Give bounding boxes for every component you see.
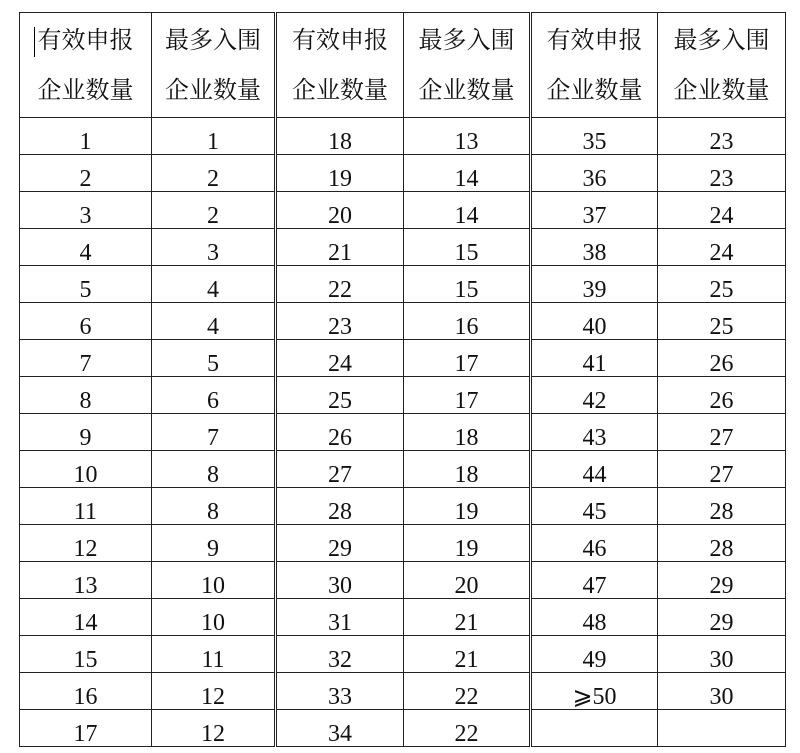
cell-value: 17	[73, 721, 98, 747]
cell-value: 24	[709, 203, 734, 229]
finalist-count-cell	[658, 414, 786, 451]
applicant-count-cell	[276, 636, 404, 673]
finalist-count-cell	[404, 673, 531, 710]
cell-value: 5	[79, 277, 92, 303]
cell-value: 36	[582, 166, 607, 192]
cell-value: 47	[582, 573, 607, 599]
cell-value: 10	[201, 610, 225, 636]
cell-value: 48	[582, 610, 607, 636]
quota-table-container	[19, 12, 785, 749]
cell-value: 3	[207, 240, 219, 266]
cell-value: 35	[582, 129, 607, 155]
applicant-count-cell	[531, 340, 658, 377]
cell-value: 21	[454, 647, 479, 673]
applicant-count-cell	[20, 525, 152, 562]
applicant-count-cell	[20, 562, 152, 599]
applicant-count-cell	[20, 673, 152, 710]
cell-value: 16	[454, 314, 479, 340]
finalist-count-cell	[404, 562, 531, 599]
finalist-count-cell	[152, 636, 276, 673]
finalist-count-cell	[404, 118, 531, 155]
cell-value: 29	[328, 536, 352, 562]
applicant-count-cell	[20, 340, 152, 377]
cell-value: 16	[73, 684, 98, 710]
finalist-count-cell	[404, 192, 531, 229]
cell-value: 18	[454, 425, 479, 451]
cell-value: 9	[79, 425, 92, 451]
cell-value: 28	[709, 536, 734, 562]
applicant-count-cell	[531, 155, 658, 192]
finalist-count-cell	[152, 155, 276, 192]
applicant-count-cell	[276, 377, 404, 414]
cell-value: 3	[79, 203, 92, 229]
cell-value: 17	[454, 388, 479, 414]
finalist-count-cell	[404, 303, 531, 340]
cell-value: 23	[709, 129, 734, 155]
table-row	[20, 599, 786, 636]
cell-value: 46	[582, 536, 607, 562]
applicant-count-cell	[531, 229, 658, 266]
finalist-count-cell	[404, 488, 531, 525]
cell-value: 27	[709, 425, 734, 451]
applicant-count-cell	[531, 599, 658, 636]
applicant-count-cell	[276, 229, 404, 266]
table-body	[20, 118, 786, 747]
applicant-count-cell	[20, 599, 152, 636]
applicant-count-cell	[276, 525, 404, 562]
header-applicants-1: 有效申报 企业数量	[20, 13, 152, 118]
applicant-count-cell	[531, 266, 658, 303]
cell-value: 30	[709, 647, 734, 673]
applicant-count-cell	[20, 155, 152, 192]
cell-value: 28	[709, 499, 734, 525]
finalist-count-cell	[152, 673, 276, 710]
cell-value: 26	[328, 425, 352, 451]
cell-value: 5	[207, 351, 219, 377]
finalist-count-cell	[658, 229, 786, 266]
cell-value: 17	[454, 351, 479, 377]
cell-value: 44	[582, 462, 607, 488]
applicant-count-cell	[20, 192, 152, 229]
applicant-count-cell	[20, 377, 152, 414]
cell-value: 6	[79, 314, 92, 340]
table-row	[20, 562, 786, 599]
finalist-count-cell	[152, 710, 276, 747]
cell-value: 39	[582, 277, 607, 303]
cell-value: 33	[328, 684, 352, 710]
cell-value: 4	[79, 240, 92, 266]
text-cursor	[34, 27, 35, 57]
finalist-count-cell	[404, 525, 531, 562]
finalist-count-cell	[658, 451, 786, 488]
applicant-count-cell	[20, 451, 152, 488]
cell-value: 41	[582, 351, 607, 377]
cell-value: 12	[201, 721, 225, 747]
finalist-count-cell	[152, 488, 276, 525]
cell-value: 23	[709, 166, 734, 192]
applicant-count-cell	[276, 118, 404, 155]
applicant-count-cell	[20, 303, 152, 340]
finalist-count-cell	[658, 155, 786, 192]
table-row	[20, 118, 786, 155]
finalist-count-cell	[152, 599, 276, 636]
table-row	[20, 636, 786, 673]
cell-value: 22	[328, 277, 352, 303]
cell-value: 19	[454, 536, 479, 562]
applicant-count-cell	[20, 710, 152, 747]
cell-value: 32	[328, 647, 352, 673]
applicant-count-cell	[276, 303, 404, 340]
cell-value: 14	[454, 166, 479, 192]
table-row	[20, 525, 786, 562]
finalist-count-cell	[658, 562, 786, 599]
table-row	[20, 488, 786, 525]
cell-value: 8	[207, 462, 219, 488]
applicant-count-cell	[531, 451, 658, 488]
cell-value: 26	[709, 351, 734, 377]
applicant-count-cell	[531, 488, 658, 525]
table-row	[20, 229, 786, 266]
cell-value: 34	[328, 721, 352, 747]
finalist-count-cell	[658, 710, 786, 747]
finalist-count-cell	[658, 636, 786, 673]
cell-value: 40	[582, 314, 607, 340]
applicant-count-cell	[276, 562, 404, 599]
finalist-count-cell	[152, 340, 276, 377]
finalist-count-cell	[152, 414, 276, 451]
cell-value: 13	[73, 573, 98, 599]
applicant-count-cell	[531, 303, 658, 340]
table-row	[20, 377, 786, 414]
table-row	[20, 192, 786, 229]
applicant-count-cell	[531, 636, 658, 673]
finalist-count-cell	[658, 340, 786, 377]
cell-value: 21	[328, 240, 352, 266]
cell-value: 12	[201, 684, 225, 710]
finalist-count-cell	[152, 229, 276, 266]
cell-value: 2	[79, 166, 92, 192]
cell-value: 4	[207, 314, 219, 340]
finalist-count-cell	[152, 525, 276, 562]
cell-value: 37	[582, 203, 607, 229]
applicant-count-cell	[276, 266, 404, 303]
finalist-count-cell	[152, 266, 276, 303]
cell-value: 42	[582, 388, 607, 414]
cell-value: 8	[79, 388, 92, 414]
applicant-count-cell	[20, 414, 152, 451]
header-applicants-3: 有效申报 企业数量	[531, 13, 658, 118]
applicant-count-cell	[531, 414, 658, 451]
applicant-count-cell	[531, 118, 658, 155]
finalist-count-cell	[658, 673, 786, 710]
header-row	[20, 13, 786, 118]
finalist-count-cell	[404, 266, 531, 303]
cell-value: 30	[328, 573, 352, 599]
finalist-count-cell	[658, 525, 786, 562]
cell-value: 10	[73, 462, 98, 488]
cell-value: 15	[454, 240, 479, 266]
finalist-count-cell	[152, 377, 276, 414]
cell-value: 27	[328, 462, 352, 488]
cell-value: 10	[201, 573, 225, 599]
applicant-count-cell	[276, 155, 404, 192]
applicant-count-cell	[531, 710, 658, 747]
applicant-count-cell	[276, 710, 404, 747]
applicant-count-cell	[276, 451, 404, 488]
cell-value: 11	[73, 499, 98, 525]
applicant-count-cell	[20, 118, 152, 155]
cell-value: 18	[328, 129, 352, 155]
finalist-count-cell	[404, 414, 531, 451]
finalist-count-cell	[404, 229, 531, 266]
table-row	[20, 710, 786, 747]
cell-value: 15	[73, 647, 98, 673]
header-finalists-3: 最多入围 企业数量	[658, 13, 786, 118]
finalist-count-cell	[152, 562, 276, 599]
cell-value: 4	[207, 277, 219, 303]
cell-value: 23	[328, 314, 352, 340]
table-row	[20, 303, 786, 340]
cell-value: 21	[454, 610, 479, 636]
cell-value: 38	[582, 240, 607, 266]
applicant-count-cell	[531, 192, 658, 229]
cell-value: 29	[709, 573, 734, 599]
cell-value: 11	[201, 647, 225, 673]
finalist-count-cell	[404, 340, 531, 377]
applicant-count-cell	[20, 266, 152, 303]
cell-value: 1	[207, 129, 219, 155]
applicant-count-cell	[276, 599, 404, 636]
applicant-count-cell	[20, 229, 152, 266]
finalist-count-cell	[152, 118, 276, 155]
finalist-count-cell	[404, 636, 531, 673]
cell-value: 24	[328, 351, 352, 377]
finalist-count-cell	[404, 377, 531, 414]
cell-value: 14	[454, 203, 479, 229]
applicant-count-cell	[276, 673, 404, 710]
applicant-count-cell	[531, 525, 658, 562]
applicant-count-cell	[531, 562, 658, 599]
cell-value: 15	[454, 277, 479, 303]
cell-value: 9	[207, 536, 219, 562]
cell-value: 25	[328, 388, 352, 414]
finalist-count-cell	[152, 192, 276, 229]
cell-value: 29	[709, 610, 734, 636]
cell-value: 20	[328, 203, 352, 229]
quota-table	[19, 12, 786, 747]
cell-value: 20	[454, 573, 479, 599]
cell-value: 7	[79, 351, 92, 377]
cell-value: 31	[328, 610, 352, 636]
applicant-count-cell	[276, 340, 404, 377]
cell-value: 8	[207, 499, 219, 525]
cell-value: 13	[454, 129, 479, 155]
applicant-count-cell	[20, 636, 152, 673]
cell-value: 1	[79, 129, 92, 155]
table-row	[20, 414, 786, 451]
header-finalists-2: 最多入围 企业数量	[404, 13, 531, 118]
cell-value: 22	[454, 684, 479, 710]
cell-value: 14	[73, 610, 98, 636]
cell-value: 49	[582, 647, 607, 673]
finalist-count-cell	[404, 599, 531, 636]
applicant-count-cell	[531, 377, 658, 414]
cell-value: 25	[709, 314, 734, 340]
finalist-count-cell	[658, 599, 786, 636]
header-applicants-2: 有效申报 企业数量	[276, 13, 404, 118]
cell-value: 2	[207, 203, 219, 229]
cell-value: 19	[454, 499, 479, 525]
applicant-count-cell	[531, 673, 658, 710]
cell-value: 43	[582, 425, 607, 451]
cell-value: 22	[454, 721, 479, 747]
applicant-count-cell	[276, 488, 404, 525]
table-row	[20, 673, 786, 710]
cell-value: ⩾50	[572, 684, 617, 710]
cell-value: 30	[709, 684, 734, 710]
table-row	[20, 155, 786, 192]
cell-value: 24	[709, 240, 734, 266]
finalist-count-cell	[658, 303, 786, 340]
cell-value: 12	[73, 536, 98, 562]
cell-value: 28	[328, 499, 352, 525]
finalist-count-cell	[404, 710, 531, 747]
applicant-count-cell	[276, 414, 404, 451]
cell-value: 25	[709, 277, 734, 303]
cell-value: 2	[207, 166, 219, 192]
table-row	[20, 451, 786, 488]
applicant-count-cell	[276, 192, 404, 229]
cell-value: 7	[207, 425, 219, 451]
finalist-count-cell	[152, 303, 276, 340]
finalist-count-cell	[658, 266, 786, 303]
table-row	[20, 266, 786, 303]
header-finalists-1: 最多入围 企业数量	[152, 13, 276, 118]
finalist-count-cell	[658, 118, 786, 155]
finalist-count-cell	[404, 155, 531, 192]
cell-value: 45	[582, 499, 607, 525]
finalist-count-cell	[658, 377, 786, 414]
applicant-count-cell	[20, 488, 152, 525]
finalist-count-cell	[658, 488, 786, 525]
finalist-count-cell	[152, 451, 276, 488]
finalist-count-cell	[404, 451, 531, 488]
cell-value: 26	[709, 388, 734, 414]
cell-value: 27	[709, 462, 734, 488]
cell-value: 19	[328, 166, 352, 192]
cell-value: 18	[454, 462, 479, 488]
table-row	[20, 340, 786, 377]
cell-value: 6	[207, 388, 219, 414]
finalist-count-cell	[658, 192, 786, 229]
